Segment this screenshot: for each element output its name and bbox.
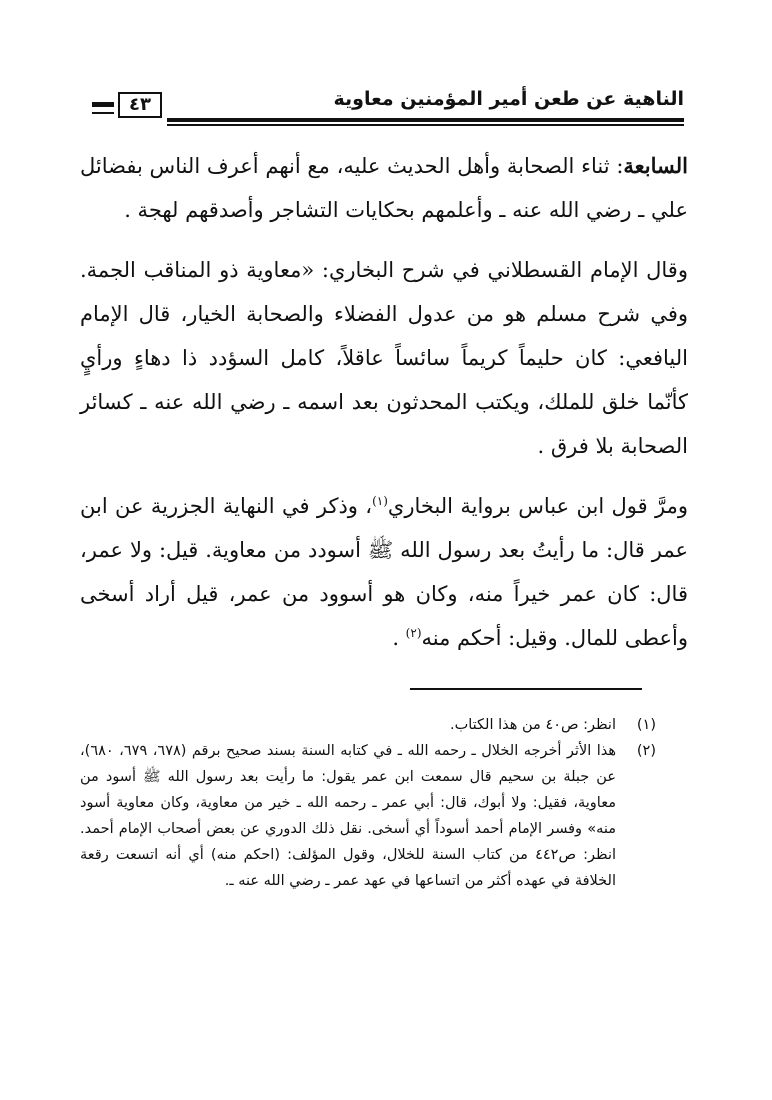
footnote-2 [80,738,656,894]
header-rule-left-thin [92,112,114,114]
footnote-number: (١) [636,717,656,733]
footnotes [80,712,656,894]
paragraph-2: وقال الإمام القسطلاني في شرح البخاري: «معاوية ذو المناقب الجمة. وفي شرح مسلم هو من عدول الفضلاء والصحابة الخيار، قال الإمام اليافعي: كان حليماً كريماً سائساً عاقلاً، كامل السؤدد ذا دهاءٍ ورأيٍ كأنّما خلق للملك، ويكتب المحدثون بعد اسمه ـ رضي الله عنه ـ كسائر الصحابة بلا فرق . [80,258,688,458]
footnote-separator [410,688,642,690]
paragraph-1 [80,144,688,232]
header-rule-left-thick [92,102,114,107]
paragraph-3-text-b: ، وذكر في النهاية الجزرية عن ابن عمر قال: ما رأيتُ بعد رسول الله ﷺ أسودد من معاوية. قيل: ولا عمر، قال: كان عمر خيراً منه، وكان هو أسوود من عمر، قيل أراد أسخى وأعطى للمال. وقيل: أحكم منه [80,494,688,650]
footnote-ref-1[interactable]: (١) [372,494,388,508]
main-text [80,144,688,676]
footnote-text: هذا الأثر أخرجه الخلال ـ رحمه الله ـ في كتابه السنة بسند صحيح برقم (٦٧٨، ٦٧٩، ٦٨٠)، عن جبلة بن سحيم قال سمعت ابن عمر يقول: ما رأيت بعد رسول الله ﷺ أسود من معاوية، فقيل: ولا أبوك، قال: أبي عمر ـ رحمه الله ـ خير من معاوية، وكان معاوية أسود منه» وفسر الإمام أحمد أسوداً أي أسخى. نقل ذلك الدوري عن بعض أصحاب الإمام أحمد. انظر: ص٤٤٢ من كتاب السنة للخلال، وقول المؤلف: (احكم منه) أي أنه اتسعت رقعة الخلافة في عهده أكثر من اتساعها في عهد عمر ـ رضي الله عنه ـ. [80,743,617,889]
footnote-text: انظر: ص٤٠ من هذا الكتاب. [450,717,616,733]
footnote-1 [80,712,656,738]
page-number: ٤٣ [118,92,162,118]
running-header [92,88,684,130]
running-title: الناهية عن طعن أمير المؤمنين معاوية [333,88,684,110]
paragraph-3 [80,484,688,660]
header-rule-thin [167,124,684,126]
footnote-number: (٢) [636,743,656,759]
paragraph-lead: السابعة [623,153,688,178]
paragraph-3-end: . [392,626,406,650]
header-rule-thick [167,118,684,122]
paragraph-1-text: : ثناء الصحابة وأهل الحديث عليه، مع أنهم أعرف الناس بفضائل علي ـ رضي الله عنه ـ وأعلمهم بحكايات التشاجر وأصدقهم لهجة . [80,154,688,222]
footnote-ref-2[interactable]: (٢) [405,626,422,640]
paragraph-3-text-a: ومرَّ قول ابن عباس برواية البخاري [387,494,688,518]
